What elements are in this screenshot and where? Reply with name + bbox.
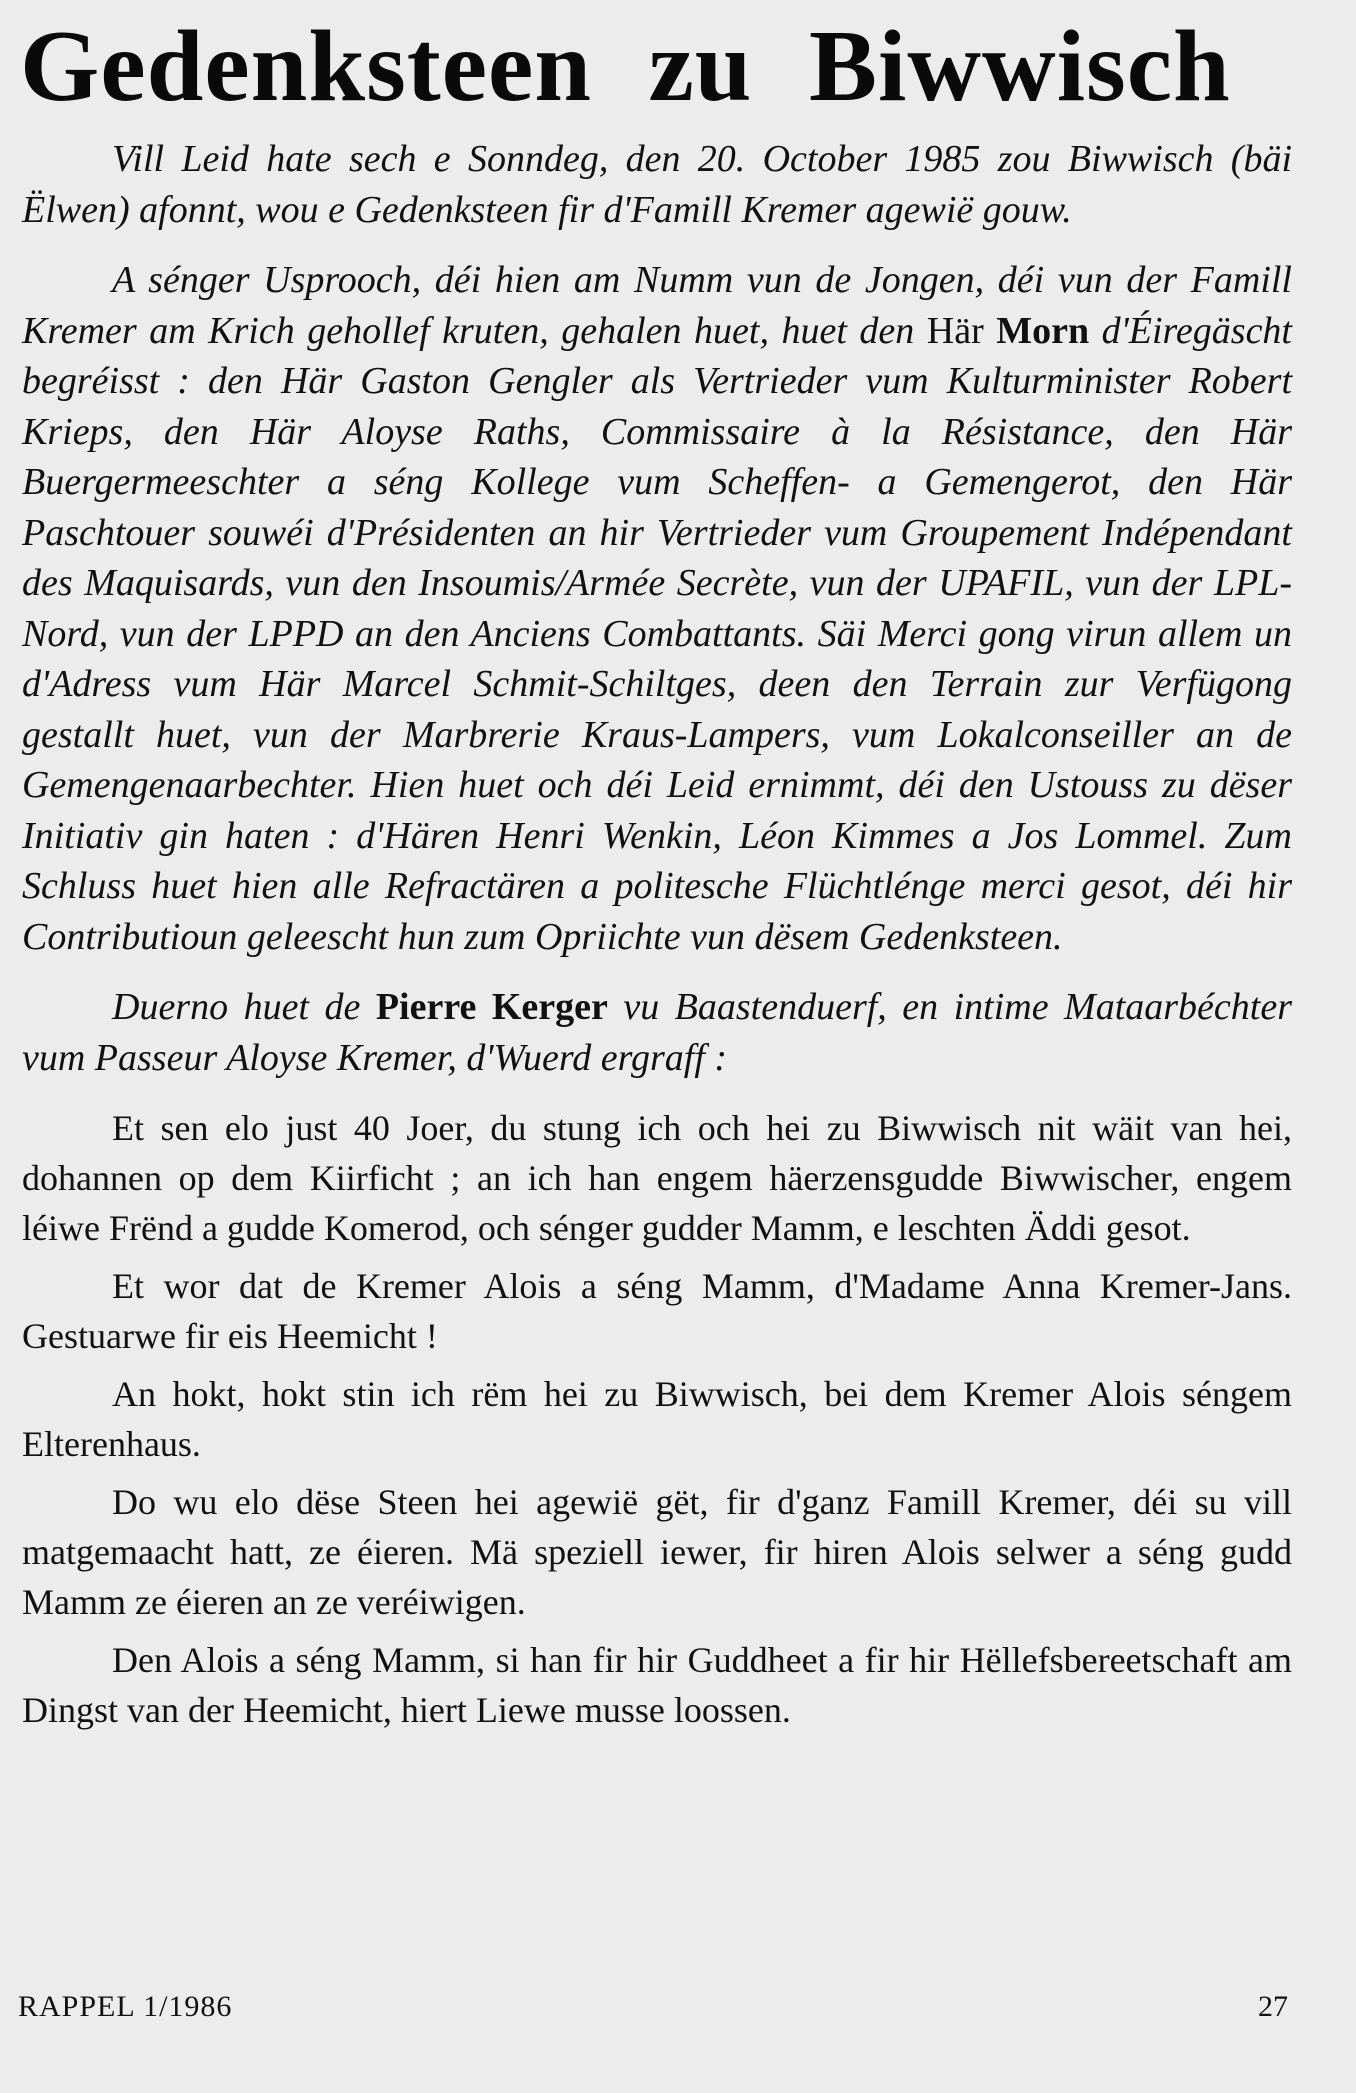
speaker-name: Morn xyxy=(996,309,1090,352)
article-body xyxy=(22,134,1292,1743)
paragraph-intro: Vill Leid hate sech e Sonndeg, den 20. October 1985 zou Biwwisch (bäi Ëlwen) afonnt, wou e Gedenksteen fir d'Famill Kremer agewië gouw. xyxy=(22,138,1292,231)
page-number: 27 xyxy=(1258,1990,1288,2023)
publication-label: RAPPEL 1/1986 xyxy=(18,1990,233,2023)
paragraph-speech-summary xyxy=(22,255,1292,962)
speaker-name: Pierre Kerger xyxy=(375,986,608,1028)
title-har: Här xyxy=(926,309,997,352)
paragraph-text: d'Éiregäscht begréisst : den Här Gaston Gengler als Vertrieder vum Kulturminister Robert Krieps, den Här Aloyse Raths, Commissaire à la Résistance, den Här Buergermeeschter a séng Kollege vum Scheffen- a Gemengerot, den Här Paschtouer souwéi d'Présidenten an hir Vertrieder vum Groupement Indépendant des Maquisards, vun den Insoumis/Armée Secrète, vun der UPAFIL, vun der LPL-Nord, vun der LPPD an den Anciens Combattants. Säi Merci gong virun allem un d'Adress vum Här Marcel Schmit-Schiltges, deen den Terrain zur Verfügong gestallt huet, vun der Marbrerie Kraus-Lampers, vum Lokalconseiller an de Gemengenaarbechter. Hien huet och déi Leid ernimmt, déi den Ustouss zu dëser Initiativ gin haten : d'Hären Henri Wenkin, Léon Kimmes a Jos Lommel. Zum Schluss huet hien alle Refractären a politesche Flüchtlénge merci gesot, déi hir Contributioun geleescht hun zum Opriichte vun dësem Gedenksteen. xyxy=(22,309,1292,958)
paragraph-speech-2: Et wor dat de Kremer Alois a séng Mamm, d'Madame Anna Kremer-Jans. Gestuarwe fir eis Heemicht ! xyxy=(22,1266,1292,1356)
paragraph-speech-5: Den Alois a séng Mamm, si han fir hir Guddheet a fir hir Hëllefsbereetschaft am Dingst van der Heemicht, hiert Liewe musse loossen. xyxy=(22,1640,1292,1730)
paragraph-speech-1: Et sen elo just 40 Joer, du stung ich och hei zu Biwwisch nit wäit van hei, dohannen op dem Kiirficht ; an ich han engem häerzensgudde Biwwischer, engem léiwe Frënd a gudde Komerod, och sénger gudder Mamm, e leschten Äddi gesot. xyxy=(22,1108,1292,1248)
paragraph-speaker-intro xyxy=(22,982,1292,1083)
paragraph-text: vu Baastenduerf, en intime Mataarbéchter vum Passeur Aloyse Kremer, d'Wuerd ergraff : xyxy=(22,986,1293,1079)
article-title: Gedenksteen zu Biwwisch xyxy=(20,10,1231,123)
paragraph-text: Duerno huet de xyxy=(112,986,376,1028)
paragraph-speech-4: Do wu elo dëse Steen hei agewië gët, fir d'ganz Famill Kremer, déi su vill matgemaacht hatt, ze éieren. Mä speziell iewer, fir hiren Alois selwer a séng gudd Mamm ze éieren an ze veréiwigen. xyxy=(22,1482,1292,1622)
paragraph-text: A sénger Usprooch, déi hien am Numm vun de Jongen, déi vun der Famill Kremer am Krich gehollef kruten, gehalen huet, huet den xyxy=(22,259,1292,352)
paragraph-speech-3: An hokt, hokt stin ich rëm hei zu Biwwisch, bei dem Kremer Alois séngem Elterenhaus. xyxy=(22,1374,1292,1464)
